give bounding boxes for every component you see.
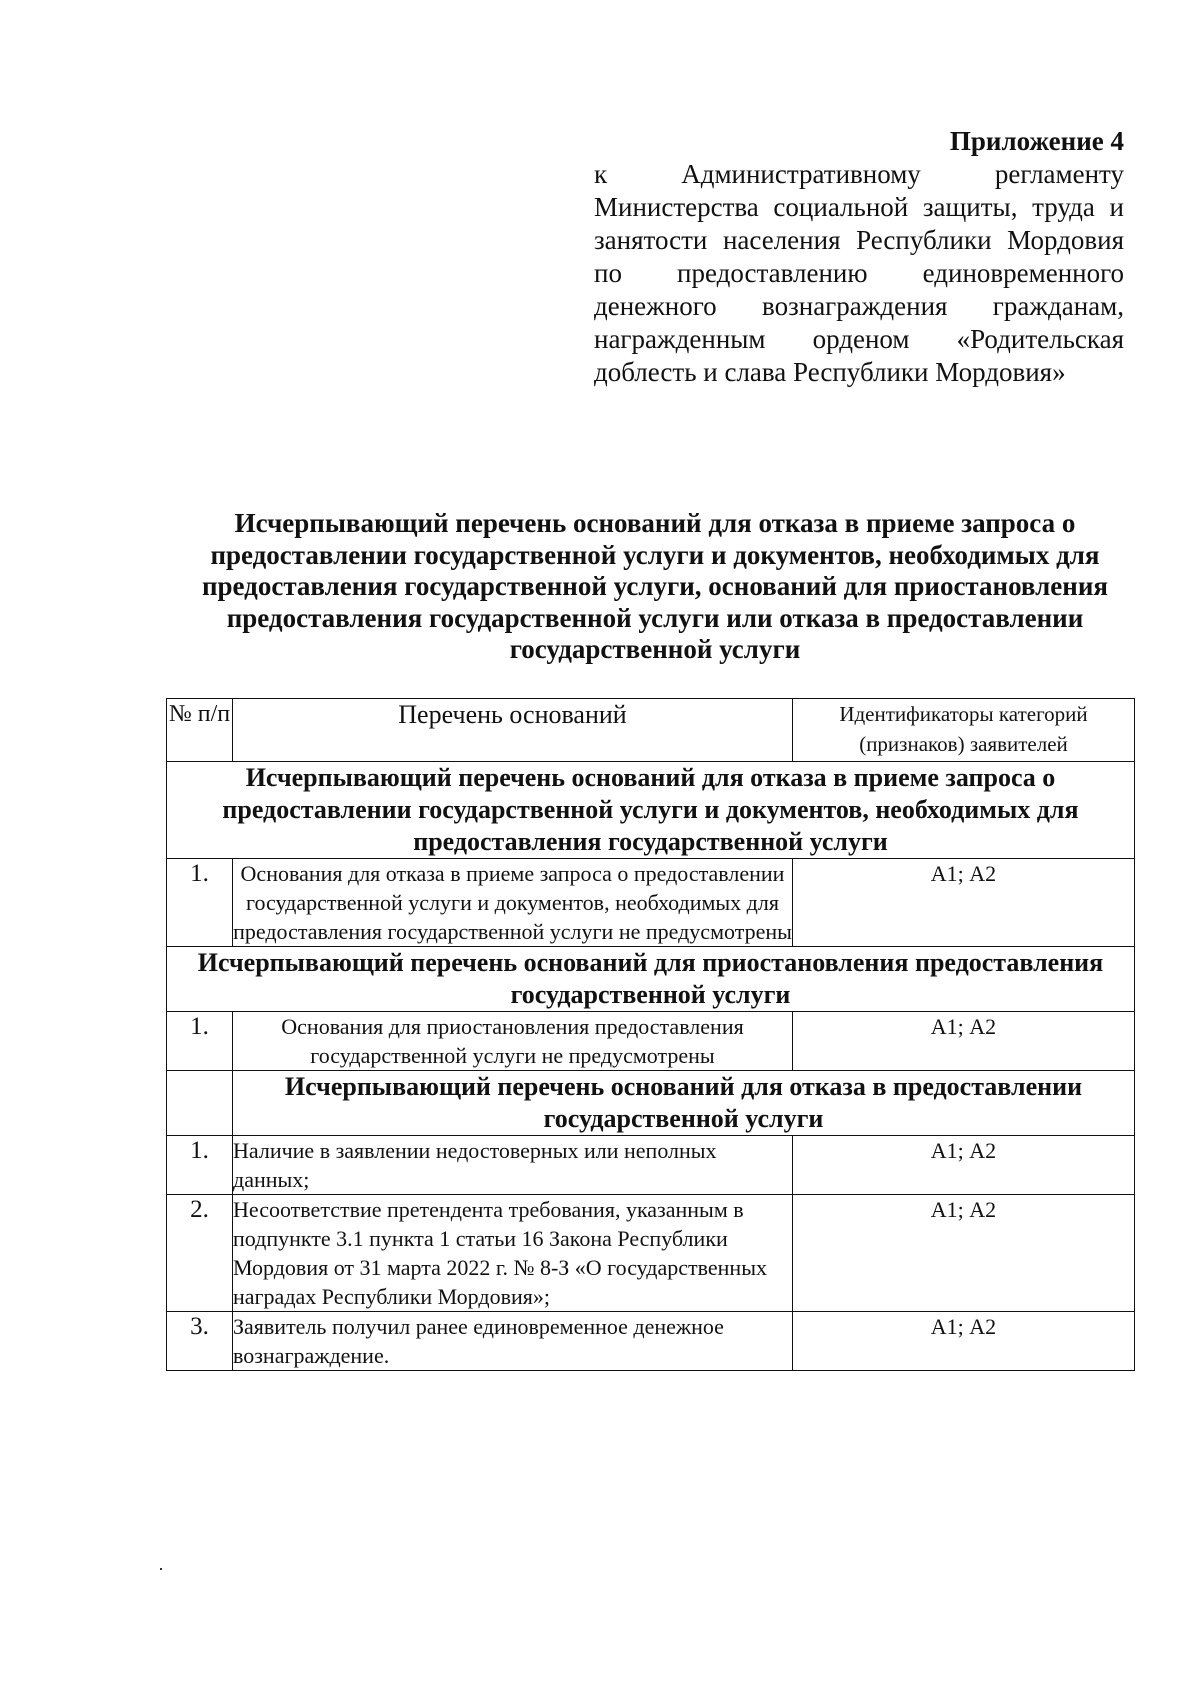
section-empty-cell bbox=[167, 1071, 233, 1136]
row-num: 1. bbox=[167, 859, 233, 947]
row-ids: А1; А2 bbox=[793, 1012, 1135, 1071]
table-row bbox=[167, 859, 1135, 947]
header-num: № п/п bbox=[167, 699, 233, 762]
row-text: Наличие в заявлении недостоверных или неполных данных; bbox=[233, 1136, 793, 1195]
row-text: Основания для приостановления предоставления государственной услуги не предусмотрены bbox=[233, 1012, 793, 1071]
section-row bbox=[167, 762, 1135, 859]
table-row bbox=[167, 1195, 1135, 1312]
row-text: Несоответствие претендента требования, указанным в подпункте 3.1 пункта 1 статьи 16 Закона Республики Мордовия от 31 марта 2022 г. № 8-З «О государственных наградах Республики Мордовия»; bbox=[233, 1195, 793, 1312]
appendix-title: Приложение 4 bbox=[949, 126, 1124, 156]
header-ids: Идентификаторы категорий (признаков) заявителей bbox=[793, 699, 1135, 762]
grounds-table bbox=[166, 698, 1135, 1371]
row-ids: А1; А2 bbox=[793, 1136, 1135, 1195]
row-num: 1. bbox=[167, 1012, 233, 1071]
row-text: Основания для отказа в приеме запроса о предоставлении государственной услуги и документов, необходимых для предоставления государственной услуги не предусмотрены bbox=[233, 859, 793, 947]
section-title: Исчерпывающий перечень оснований для приостановления предоставления государственной услуги bbox=[167, 947, 1135, 1012]
table-row bbox=[167, 1136, 1135, 1195]
row-text: Заявитель получил ранее единовременное денежное вознаграждение. bbox=[233, 1312, 793, 1371]
document-title: Исчерпывающий перечень оснований для отказа в приеме запроса о предоставлении государственной услуги и документов, необходимых для предоставления государственной услуги, оснований для приостановления предоставления государственной услуги или отказа в предоставлении государственной услуги bbox=[201, 508, 1108, 664]
header-list: Перечень оснований bbox=[233, 699, 793, 762]
section-title: Исчерпывающий перечень оснований для отказа в предоставлении государственной услуги bbox=[233, 1071, 1135, 1136]
appendix-block bbox=[594, 124, 1124, 389]
row-ids: А1; А2 bbox=[793, 859, 1135, 947]
row-num: 3. bbox=[167, 1312, 233, 1371]
row-num: 1. bbox=[167, 1136, 233, 1195]
appendix-text: к Административному регламенту Министерства социальной защиты, труда и занятости населения Республики Мордовия по предоставлению единовременного денежного вознаграждения гражданам, награжденным орденом «Родительская доблесть и слава Республики Мордовия» bbox=[594, 159, 1124, 387]
scan-speck bbox=[160, 1568, 162, 1570]
table-row bbox=[167, 1312, 1135, 1371]
section-row bbox=[167, 1071, 1135, 1136]
section-row bbox=[167, 947, 1135, 1012]
row-ids: А1; А2 bbox=[793, 1312, 1135, 1371]
row-ids: А1; А2 bbox=[793, 1195, 1135, 1312]
row-num: 2. bbox=[167, 1195, 233, 1312]
section-title: Исчерпывающий перечень оснований для отказа в приеме запроса о предоставлении государственной услуги и документов, необходимых для предоставления государственной услуги bbox=[167, 762, 1135, 859]
table-row bbox=[167, 1012, 1135, 1071]
table-header-row bbox=[167, 699, 1135, 762]
